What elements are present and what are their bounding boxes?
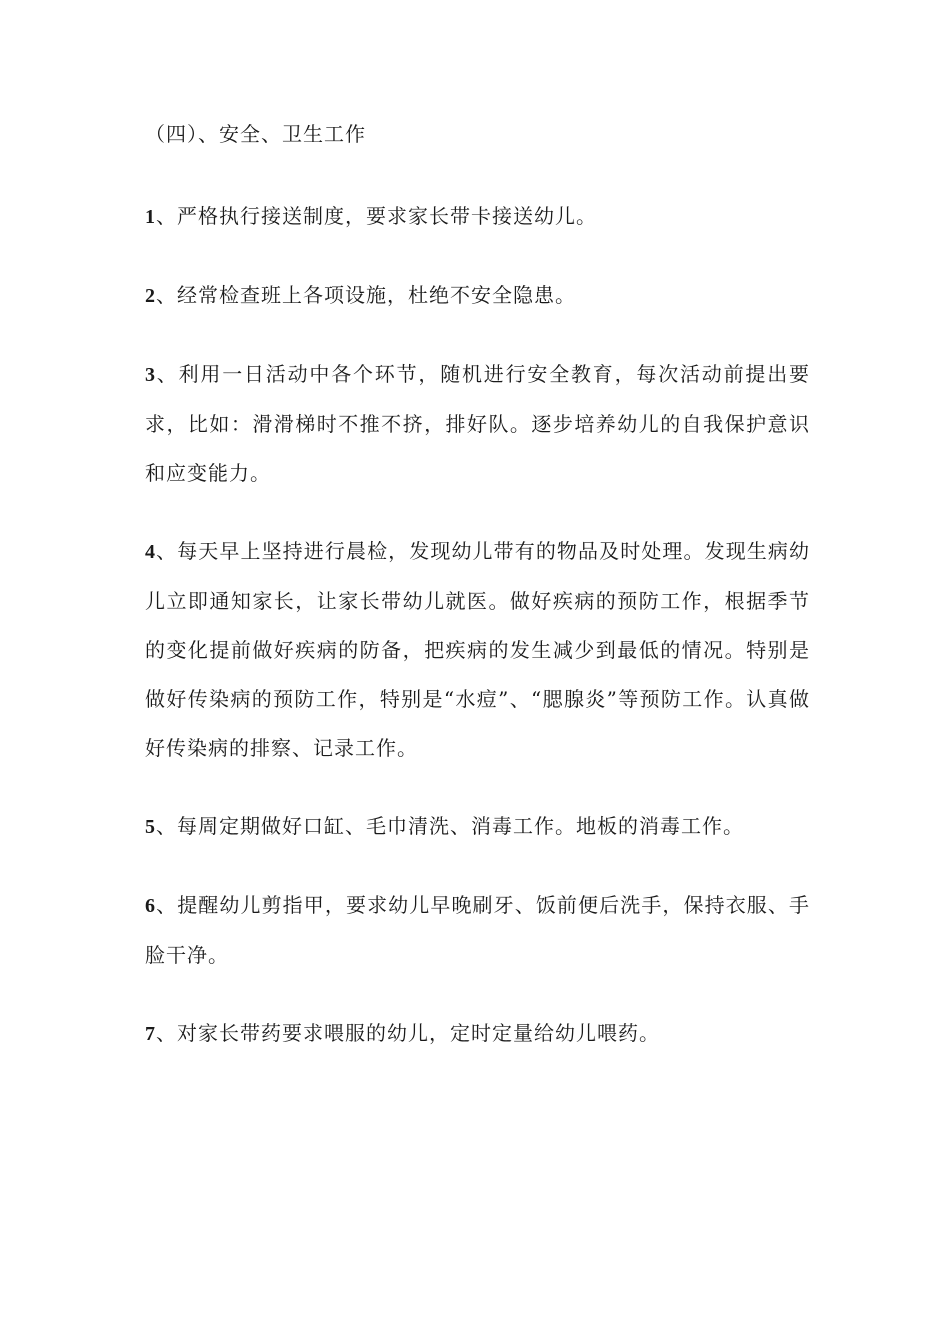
item-text: 、利用一日活动中各个环节，随机进行安全教育，每次活动前提出要求，比如：滑滑梯时不推不挤，排好队。逐步培养幼儿的自我保护意识和应变能力。: [145, 362, 810, 485]
item-number: 5: [145, 816, 156, 838]
item-number: 4: [145, 541, 156, 563]
list-item: [145, 192, 810, 242]
section-heading: （四）、安全、卫生工作: [145, 122, 366, 146]
list-item: [145, 350, 810, 498]
item-number: 3: [145, 364, 156, 386]
list-item: [145, 527, 810, 773]
item-text: 、经常检查班上各项设施，杜绝不安全隐患。: [156, 283, 576, 307]
item-number: 7: [145, 1023, 156, 1045]
item-number: 1: [145, 206, 156, 228]
list-item: [145, 881, 810, 980]
item-text: 、每周定期做好口缸、毛巾清洗、消毒工作。地板的消毒工作。: [156, 814, 744, 838]
list-item: [145, 1009, 810, 1059]
document-body: [145, 114, 810, 1088]
item-text: 、每天早上坚持进行晨检，发现幼儿带有的物品及时处理。发现生病幼儿立即通知家长，让家长带幼儿就医。做好疾病的预防工作，根据季节的变化提前做好疾病的防备，把疾病的发生减少到最低的情况。特别是做好传染病的预防工作，特别是“水痘”、“腮腺炎”等预防工作。认真做好传染病的排察、记录工作。: [145, 539, 810, 760]
item-text: 、对家长带药要求喂服的幼儿，定时定量给幼儿喂药。: [156, 1021, 660, 1045]
item-number: 2: [145, 285, 156, 307]
item-number: 6: [145, 895, 156, 917]
list-item: [145, 271, 810, 321]
item-text: 、严格执行接送制度，要求家长带卡接送幼儿。: [156, 204, 597, 228]
item-text: 、提醒幼儿剪指甲，要求幼儿早晚刷牙、饭前便后洗手，保持衣服、手脸干净。: [145, 893, 810, 967]
list-item: [145, 802, 810, 852]
